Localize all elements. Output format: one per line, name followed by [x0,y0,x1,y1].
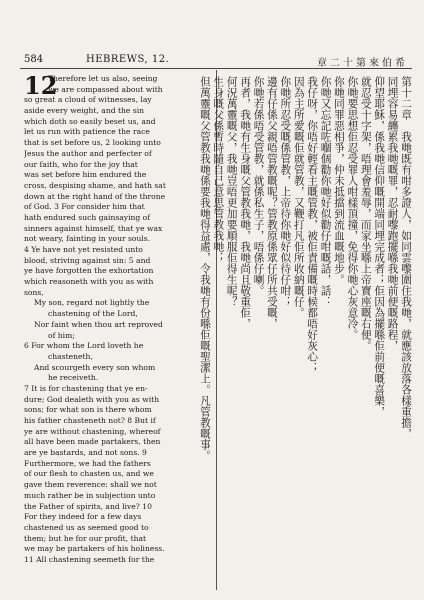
verse-line: we are compassed about with [48,84,163,94]
verse-line: 7 It is for chastening that ye en- [24,383,148,393]
verse-line: sinners against himself, that ye wax [24,223,163,233]
verse-line: so great a cloud of witnesses, lay [24,95,152,105]
verse-line: Therefore let us also, seeing [48,74,158,83]
chinese-text-line: 同埋容易纏累我哋嘅罪，忍耐嚟跑擺喺我哋前便嘅路程， [386,76,399,351]
chinese-text-line: 邊有仔係父親唔管教嘅呢？管教原係眾仔所共受嘅， [265,76,278,329]
verse-line: 11 All chastening seemeth for the [24,554,155,564]
chinese-text-column [198,76,412,586]
chinese-text-line: 仰望耶穌，係我哋信仰嘅開端同埋完成者；佢因為擺喺佢前便嘅喜樂， [373,76,386,417]
verse-line: which doth so easily beset us, and [24,116,156,126]
verse-line: Nor faint when thou art reproved [34,319,163,329]
verse-line: them; but he for our profit, that [24,533,147,543]
verse-line: our faith, who for the joy that [24,159,138,169]
verse-line: down at the right hand of the throne [24,191,166,201]
chinese-text-line: 我仔呀，你唔好輕看主嘅管教，被佢責備嘅時候都唔好灰心； [306,76,319,373]
verse-line: For they indeed for a few days [24,512,142,522]
verse-line: hath endured such gainsaying of [24,212,151,222]
verse-line: 4 Ye have not yet resisted unto [24,245,143,254]
verse-line: all have been made partakers, then [24,437,161,447]
verse-line: we may be partakers of his holiness. [24,544,165,554]
verse-line: gave them reverence: shall we not [24,480,157,490]
chinese-text-line: 但萬靈嘅父管教我哋係要我哋得益處，令我哋有份喺佢嘅聖潔上。凡管教嘅事。 [198,76,211,461]
verse-line: much rather be in subjection unto [24,490,156,500]
verse-line: aside every weight, and the sin [24,106,145,116]
verse-line: of our flesh to chasten us, and we [24,469,154,479]
verse-line: ye are without chastening, whereof [24,426,161,436]
verse-line: sons, [24,287,44,297]
verse-line: that is set before us, 2 looking unto [24,138,161,148]
verse-line: And scourgeth every son whom [34,362,156,372]
page-header [20,50,412,69]
verse-line: blood, striving against sin: 5 and [24,255,151,265]
verse-line: 6 For whom the Lord loveth he [24,341,144,351]
verse-line: cross, despising shame, and hath sat [24,180,166,190]
chinese-text-line: 你哋所忍受嘅係管教，上帝待你哋好似待仔咁； [279,76,292,307]
chinese-text-line: 你哋又忘記咗嗰個勸你哋好似勸仔咁嘅話，話： [319,76,332,307]
verse-line: his father chasteneth not? 8 But if [24,416,156,425]
verse-line: Jesus the author and perfecter of [24,148,152,158]
chapter-number: 12 [24,71,58,100]
chinese-text-line: 何況萬靈嘅父，我哋豈唔更加要順服佢得生呢？ [225,76,238,307]
chinese-text-line: 再者，我哋有生身嘅父管教我哋，我哋尚且敬重佢， [239,76,252,329]
verse-line: My son, regard not lightly the [34,298,150,308]
verse-line: he receiveth. [48,373,99,383]
verse-line: of him; [48,330,75,340]
verse-line: chastening of the Lord, [48,309,138,319]
verse-line: of God. 3 For consider him that [24,202,145,212]
verse-line: ye have forgotten the exhortation [24,266,154,276]
verse-line: sons; for what son is there whom [24,405,152,415]
chinese-text-line: 因為主所愛嘅佢就管教，又鞭打凡佢所收納嘅仔。 [292,76,305,318]
chinese-running-title: 章二十第來伯希 [317,58,408,69]
verse-line: Furthermore, we had the fathers [24,458,151,468]
verse-line: chastened us as seemed good to [24,522,149,532]
chinese-text-line: 生身嘅父係暫時隨自己意思管教我哋； [212,76,225,263]
running-title: HEBREWS, 12. [86,54,170,65]
chinese-text-line: 你哋要思想佢忍受罪人咁樣頂撞，免得你哋心灰意冷。 [346,76,359,340]
verse-line: not weary, fainting in your souls. [24,234,151,244]
verse-line: the Father of spirits, and live? 10 [24,501,152,511]
chinese-text-line: 第十二章 我哋既有咁多證人，如同雲嚟圍住我哋，就應該放落各樣重擔， [400,76,412,439]
verse-line: which reasoneth with you as with [24,277,154,287]
verse-line: dure; God dealeth with you as with [24,394,160,404]
verse-line: chasteneth, [48,351,93,361]
chinese-text-line: 就忍受十字架，唔理會羞辱，而家坐喺上帝寶座嘅右便。 [359,76,372,351]
verse-line: are ye bastards, and not sons. 9 [24,448,147,458]
chinese-text-line: 你哋同罪惡相爭，仲未抵擋到流血嘅地步。 [332,76,345,285]
verse-line: let us run with patience the race [24,127,150,137]
chinese-text-line: 你哋若係唔受管教，就係私生子，唔係仔喇。 [252,76,265,296]
page-number: 584 [24,54,44,65]
english-text-column [24,71,212,566]
verse-line: was set before him endured the [24,170,147,180]
